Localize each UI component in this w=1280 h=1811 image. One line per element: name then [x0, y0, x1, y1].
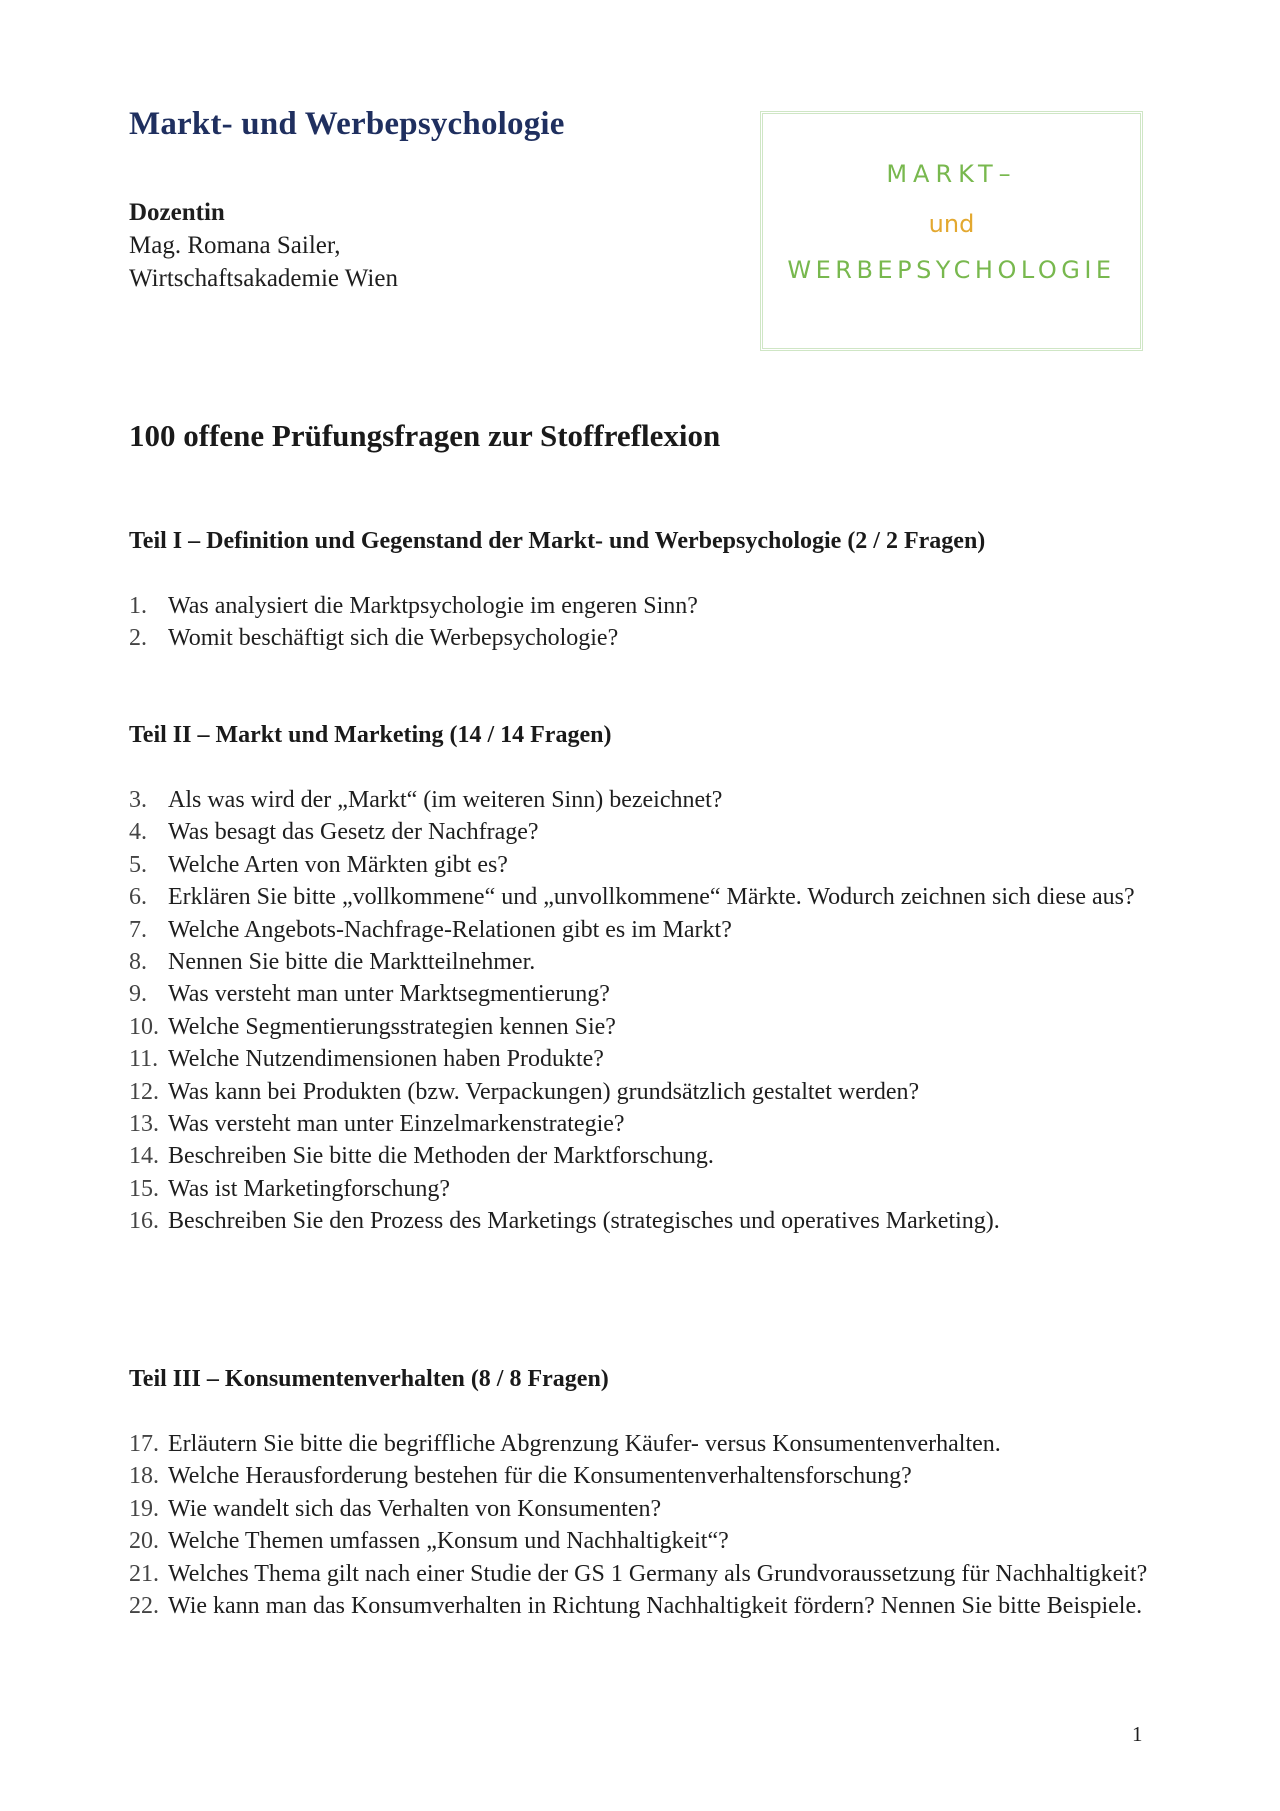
question-number: 1. [129, 593, 147, 619]
lecturer-name: Mag. Romana Sailer, [129, 232, 341, 259]
question-number: 19. [129, 1495, 159, 1522]
question-text: Beschreiben Sie bitte die Methoden der Marktforschung. [168, 1143, 714, 1170]
section-teil-1 [129, 526, 1149, 655]
question-text: Erläutern Sie bitte die begriffliche Abgrenzung Käufer- versus Konsumentenverhalten. [168, 1431, 1001, 1457]
question-item [129, 1428, 1149, 1460]
question-number: 5. [129, 851, 147, 878]
question-number: 12. [129, 1078, 159, 1105]
course-logo [760, 111, 1143, 351]
question-text: Welche Angebots-Nachfrage-Relationen gibt es im Markt? [168, 916, 732, 943]
question-item [129, 1590, 1149, 1622]
question-text: Was besagt das Gesetz der Nachfrage? [168, 819, 539, 846]
question-number: 16. [129, 1208, 159, 1235]
question-number: 3. [129, 787, 147, 813]
document-title: Markt- und Werbepsychologie [129, 106, 565, 142]
question-number: 21. [129, 1560, 159, 1587]
question-item [129, 1043, 1149, 1075]
question-number: 15. [129, 1175, 159, 1202]
question-item [129, 784, 1149, 816]
question-text: Wie kann man das Konsumverhalten in Richtung Nachhaltigkeit fördern? Nennen Sie bitte Beispiele. [168, 1593, 1143, 1620]
question-text: Welche Herausforderung bestehen für die Konsumentenverhaltensforschung? [168, 1463, 912, 1490]
question-number: 4. [129, 819, 147, 846]
question-item [129, 1493, 1149, 1525]
question-text: Womit beschäftigt sich die Werbepsychologie? [168, 625, 619, 652]
question-item [129, 622, 1149, 654]
lecturer-block [129, 196, 398, 295]
main-heading: 100 offene Prüfungsfragen zur Stoffreflexion [129, 418, 721, 453]
section-heading: Teil I – Definition und Gegenstand der Markt- und Werbepsychologie (2 / 2 Fragen) [129, 528, 986, 554]
question-text: Beschreiben Sie den Prozess des Marketings (strategisches und operatives Marketing). [168, 1208, 1000, 1235]
question-item [129, 1173, 1149, 1205]
question-item [129, 590, 1149, 622]
page-number: 1 [1132, 1722, 1143, 1746]
question-text: Welches Thema gilt nach einer Studie der GS 1 Germany als Grundvoraussetzung für Nachhaltigkeit? [168, 1560, 1148, 1587]
question-number: 14. [129, 1143, 159, 1170]
question-item [129, 1108, 1149, 1140]
lecturer-label: Dozentin [129, 199, 225, 226]
question-text: Was versteht man unter Marktsegmentierung? [168, 981, 610, 1008]
question-number: 8. [129, 949, 147, 976]
section-teil-2 [129, 720, 1149, 1238]
question-number: 22. [129, 1593, 159, 1620]
question-number: 6. [129, 884, 147, 911]
question-item [129, 881, 1149, 913]
question-number: 18. [129, 1463, 159, 1490]
question-item [129, 1205, 1149, 1237]
logo-line-markt: MARKT– [886, 160, 1017, 188]
question-item [129, 1460, 1149, 1492]
logo-line-und: und [928, 210, 975, 238]
lecturer-institution: Wirtschaftsakademie Wien [129, 265, 398, 292]
question-number: 9. [129, 981, 147, 1008]
question-text: Welche Nutzendimensionen haben Produkte? [168, 1046, 604, 1073]
section-heading: Teil III – Konsumentenverhalten (8 / 8 Fragen) [129, 1366, 609, 1392]
question-item [129, 914, 1149, 946]
question-number: 7. [129, 916, 147, 943]
question-number: 13. [129, 1111, 159, 1138]
question-text: Wie wandelt sich das Verhalten von Konsumenten? [168, 1495, 662, 1522]
question-number: 20. [129, 1528, 159, 1555]
question-list [129, 590, 1149, 655]
question-text: Welche Segmentierungsstrategien kennen Sie? [168, 1013, 616, 1040]
logo-line-werbepsychologie: WERBEPSYCHOLOGIE [787, 256, 1116, 284]
question-text: Welche Arten von Märkten gibt es? [168, 851, 508, 878]
question-item [129, 816, 1149, 848]
section-teil-3 [129, 1364, 1149, 1622]
question-item [129, 1558, 1149, 1590]
section-heading: Teil II – Markt und Marketing (14 / 14 Fragen) [129, 722, 612, 748]
question-item [129, 1011, 1149, 1043]
question-number: 11. [129, 1046, 159, 1073]
question-item [129, 1525, 1149, 1557]
question-number: 2. [129, 625, 147, 652]
question-number: 10. [129, 1013, 159, 1040]
question-item [129, 1076, 1149, 1108]
question-text: Nennen Sie bitte die Marktteilnehmer. [168, 949, 536, 976]
question-list [129, 1428, 1149, 1622]
question-number: 17. [129, 1431, 159, 1457]
question-list [129, 784, 1149, 1238]
question-text: Als was wird der „Markt“ (im weiteren Sinn) bezeichnet? [168, 787, 723, 813]
question-text: Welche Themen umfassen „Konsum und Nachhaltigkeit“? [168, 1528, 729, 1555]
question-text: Was analysiert die Marktpsychologie im engeren Sinn? [168, 593, 698, 619]
question-text: Was kann bei Produkten (bzw. Verpackungen) grundsätzlich gestaltet werden? [168, 1078, 920, 1105]
question-item [129, 1140, 1149, 1172]
question-item [129, 978, 1149, 1010]
question-text: Was ist Marketingforschung? [168, 1175, 450, 1202]
question-item [129, 946, 1149, 978]
question-item [129, 849, 1149, 881]
question-text: Erklären Sie bitte „vollkommene“ und „unvollkommene“ Märkte. Wodurch zeichnen sich diese aus? [168, 884, 1135, 911]
question-text: Was versteht man unter Einzelmarkenstrategie? [168, 1111, 625, 1138]
